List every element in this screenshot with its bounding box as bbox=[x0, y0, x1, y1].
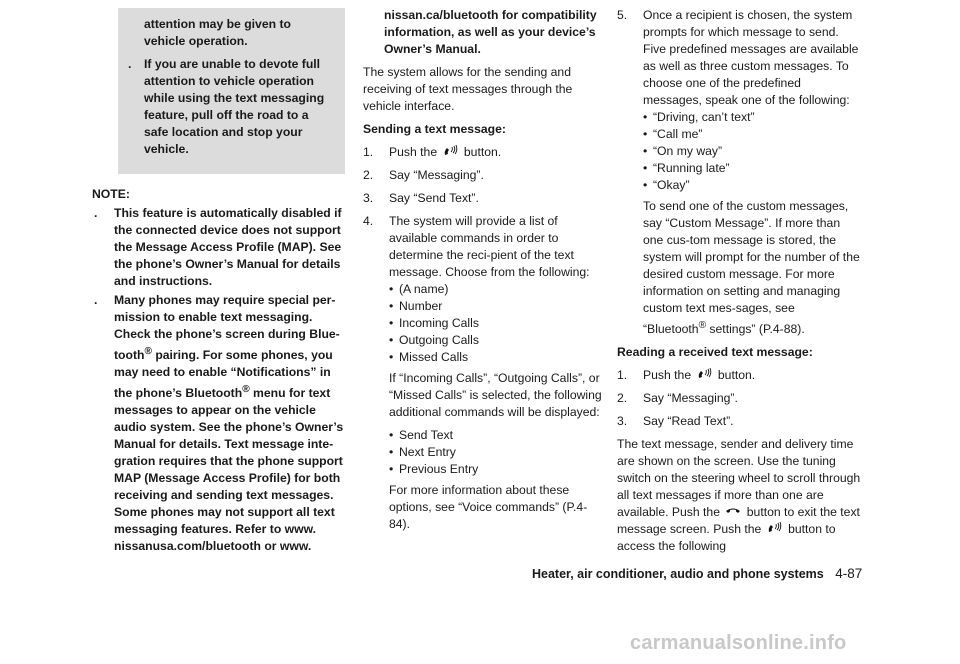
section-title: Heater, air conditioner, audio and phone systems bbox=[532, 567, 824, 581]
talk-button-icon bbox=[443, 145, 459, 157]
list-item: • “Running late” bbox=[643, 160, 861, 177]
list-item: • Previous Entry bbox=[389, 461, 606, 478]
list-item: • “On my way” bbox=[643, 143, 861, 160]
step-text: Say “Messaging”. bbox=[643, 391, 738, 406]
end-call-icon bbox=[725, 505, 741, 517]
read-step-3 bbox=[617, 413, 861, 430]
bullet: . bbox=[94, 206, 98, 220]
watermark: carmanualsonline.info bbox=[630, 632, 847, 654]
final-text-a: The text message, sender and delivery time are shown on the screen. Use the tuning switch on the steering wheel to scroll through all text messages if more than one are available. Push the bbox=[617, 437, 861, 520]
step-4-more: For more information about these options, see “Voice commands” (P.4-84). bbox=[389, 483, 588, 531]
bullet: . bbox=[128, 57, 132, 71]
step-text: Say “Messaging”. bbox=[389, 168, 484, 182]
step-number: 1. bbox=[363, 145, 374, 159]
final-text-c: button to access the following bbox=[617, 522, 836, 554]
warning-box bbox=[118, 8, 345, 174]
step-text-a: Push the bbox=[643, 368, 692, 383]
step-text: Once a recipient is chosen, the system prompts for which message to send. Five predefined messages are available as well as three custom messages. To choose one of the predefined messages, speak one of the following: bbox=[643, 8, 859, 107]
intro-paragraph: The system allows for the sending and receiving of text messages through the vehicle interface. bbox=[363, 65, 573, 113]
note-heading: NOTE: bbox=[92, 187, 130, 201]
step-number: 3. bbox=[363, 191, 374, 205]
step-4-if: If “Incoming Calls”, “Outgoing Calls”, or “Missed Calls” is selected, the following additional commands will be displayed: bbox=[389, 371, 602, 419]
list-item: • Missed Calls bbox=[389, 349, 606, 366]
sending-heading: Sending a text message: bbox=[363, 122, 506, 136]
step-text-b: button. bbox=[717, 368, 756, 383]
step-number: 5. bbox=[617, 8, 628, 22]
step-number: 2. bbox=[363, 168, 374, 182]
note-continuation: nissan.ca/bluetooth for compatibility information, as well as your device’s Owner’s Manual. bbox=[384, 8, 597, 56]
middle-column bbox=[363, 8, 606, 539]
left-column bbox=[92, 17, 345, 555]
step-number: 3. bbox=[617, 414, 628, 429]
list-item: • (A name) bbox=[389, 281, 606, 298]
custom-text-a: To send one of the custom messages, say “Custom Message”. If more than one cus-tom message is stored, the system will prompt for the number of the desired custom message. For more information on setting and managing custom text mes-sages, see “Bluetooth bbox=[643, 199, 860, 337]
warning-item bbox=[128, 56, 335, 158]
recipient-options bbox=[389, 281, 606, 366]
talk-button-icon bbox=[697, 368, 713, 380]
list-item: • Incoming Calls bbox=[389, 315, 606, 332]
final-paragraph bbox=[617, 436, 861, 555]
registered-mark: ® bbox=[242, 384, 250, 396]
warning-continuation: attention may be given to vehicle operation. bbox=[144, 17, 291, 48]
registered-mark: ® bbox=[144, 346, 152, 357]
note-item-2-text-c: menu for text messages to appear on the vehicle audio system. See the phone’s Owner’s Manual for details. Text message inte-gration requires that the phone support MAP (Message Access Profile) for both receiving and sending text messages. Some phones may not support all text messaging features. Refer to www. nissanusa.com/bluetooth or www. bbox=[114, 386, 344, 554]
step-text-b: button. bbox=[463, 145, 502, 159]
final-text-b: button to exit the text message screen. Push the bbox=[617, 505, 860, 537]
step-text-a: Push the bbox=[389, 145, 438, 159]
custom-text-b: settings” (P.4-88). bbox=[706, 322, 805, 337]
custom-message-paragraph bbox=[643, 198, 861, 338]
page-number: 4-87 bbox=[835, 566, 863, 581]
step-number: 1. bbox=[617, 368, 628, 383]
additional-commands bbox=[389, 427, 606, 478]
step-text: Say “Send Text”. bbox=[389, 191, 479, 205]
list-item: • Number bbox=[389, 298, 606, 315]
list-item: • Next Entry bbox=[389, 444, 606, 461]
send-step-1 bbox=[363, 144, 606, 161]
step-number: 4. bbox=[363, 214, 374, 228]
bullet: . bbox=[94, 293, 98, 307]
right-column bbox=[617, 8, 861, 561]
send-step-5 bbox=[617, 7, 861, 338]
list-item: • Send Text bbox=[389, 427, 606, 444]
send-step-2 bbox=[363, 167, 606, 184]
registered-mark: ® bbox=[698, 320, 707, 331]
note-item-1 bbox=[92, 205, 345, 290]
step-text: The system will provide a list of available commands in order to determine the reci-pient of the text message. Choose from the following: bbox=[389, 214, 590, 279]
talk-button-icon bbox=[767, 522, 783, 534]
page-footer bbox=[532, 566, 862, 581]
reading-heading: Reading a received text message: bbox=[617, 345, 813, 360]
list-item: • “Okay” bbox=[643, 177, 861, 194]
list-item: • Outgoing Calls bbox=[389, 332, 606, 349]
note-item-2-text-a: Many phones may require special per-mission to enable text messaging. Check the phone’s screen during Blue-tooth bbox=[114, 293, 340, 363]
list-item: • “Driving, can’t text” bbox=[643, 109, 861, 126]
note-item-2-text-b: pairing. For some phones, you may need to enable “Notifications” in the phone’s Bluetooth bbox=[114, 348, 333, 401]
warning-item-text: If you are unable to devote full attention to vehicle operation while using the text messaging feature, pull off the road to a safe location and stop your vehicle. bbox=[144, 57, 325, 156]
read-step-2 bbox=[617, 390, 861, 407]
step-number: 2. bbox=[617, 391, 628, 406]
send-step-3 bbox=[363, 190, 606, 207]
step-text: Say “Read Text”. bbox=[643, 414, 734, 429]
read-step-1 bbox=[617, 367, 861, 384]
predefined-messages bbox=[643, 109, 861, 194]
list-item: • “Call me” bbox=[643, 126, 861, 143]
note-item-2 bbox=[92, 292, 345, 555]
send-step-4 bbox=[363, 213, 606, 533]
note-item-1-text: This feature is automatically disabled if the connected device does not support the Message Access Profile (MAP). See the phone’s Owner’s Manual for details and instructions. bbox=[114, 206, 342, 288]
